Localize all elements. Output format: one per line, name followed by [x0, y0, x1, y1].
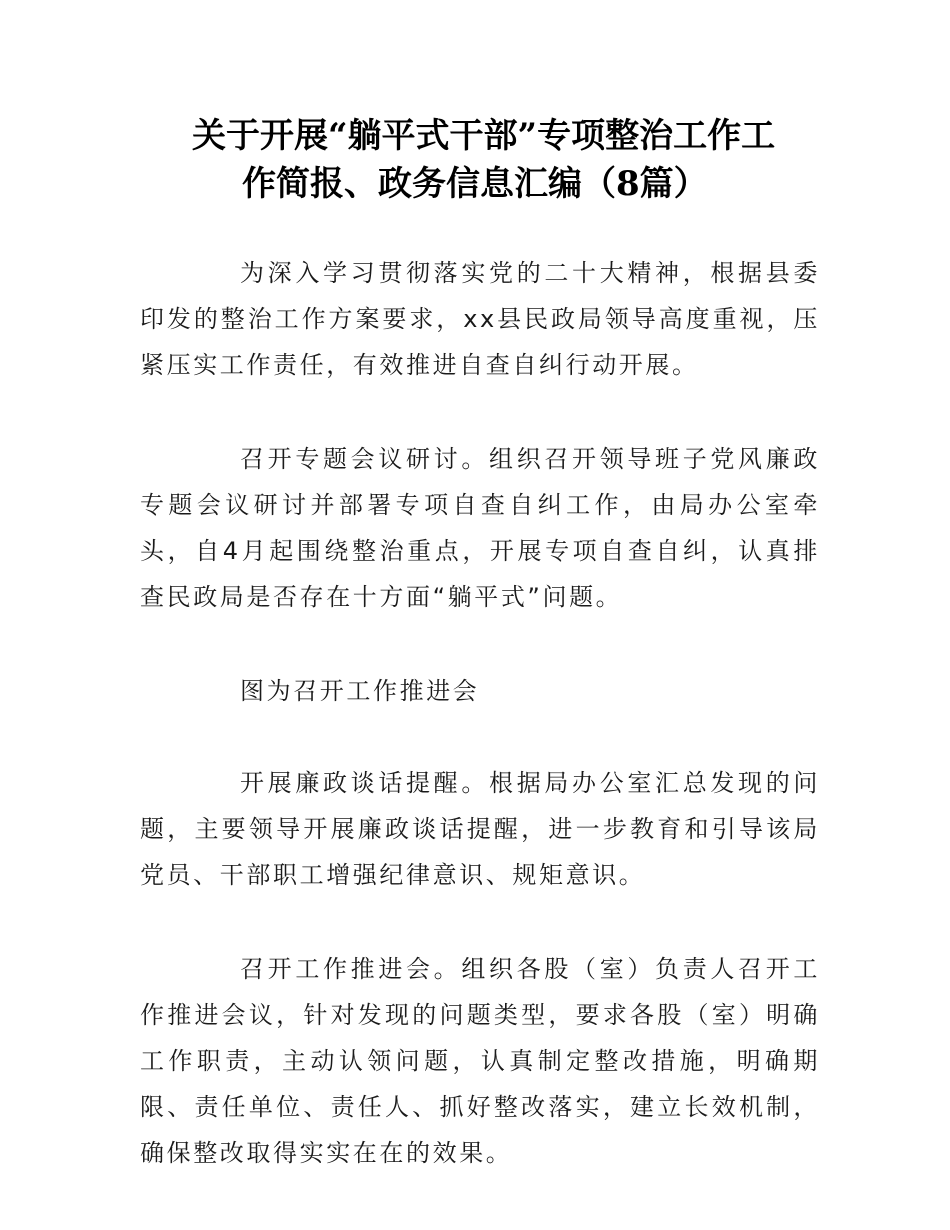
paragraph-progress-meeting: 召开工作推进会。组织各股（室）负责人召开工作推进会议，针对发现的问题类型，要求各股（室）明确工作职责，主动认领问题，认真制定整改措施，明确期限、责任单位、责任人、抓好整改落实，建立长效机制，确保整改取得实实在在的效果。 [140, 955, 820, 1167]
image-caption: 图为召开工作推进会 [240, 677, 480, 705]
title-line-2: 作简报、政务信息汇编（8篇） [242, 164, 708, 204]
paragraph-special-meeting: 召开专题会议研讨。组织召开领导班子党风廉政专题会议研讨并部署专项自查自纠工作，由局办公室牵头，自4月起围绕整治重点，开展专项自查自纠，认真排查民政局是否存在十方面“躺平式”问题。 [140, 445, 820, 611]
title-line-1: 关于开展“躺平式干部”专项整治工作工 [192, 116, 776, 156]
paragraph-integrity-talk: 开展廉政谈话提醒。根据局办公室汇总发现的问题，主要领导开展廉政谈话提醒，进一步教育和引导该局党员、干部职工增强纪律意识、规矩意识。 [140, 769, 820, 889]
paragraph-intro: 为深入学习贯彻落实党的二十大精神，根据县委印发的整治工作方案要求，xx县民政局领导高度重视，压紧压实工作责任，有效推进自查自纠行动开展。 [140, 259, 820, 379]
document-body [140, 250, 820, 1224]
document-title [140, 112, 830, 208]
